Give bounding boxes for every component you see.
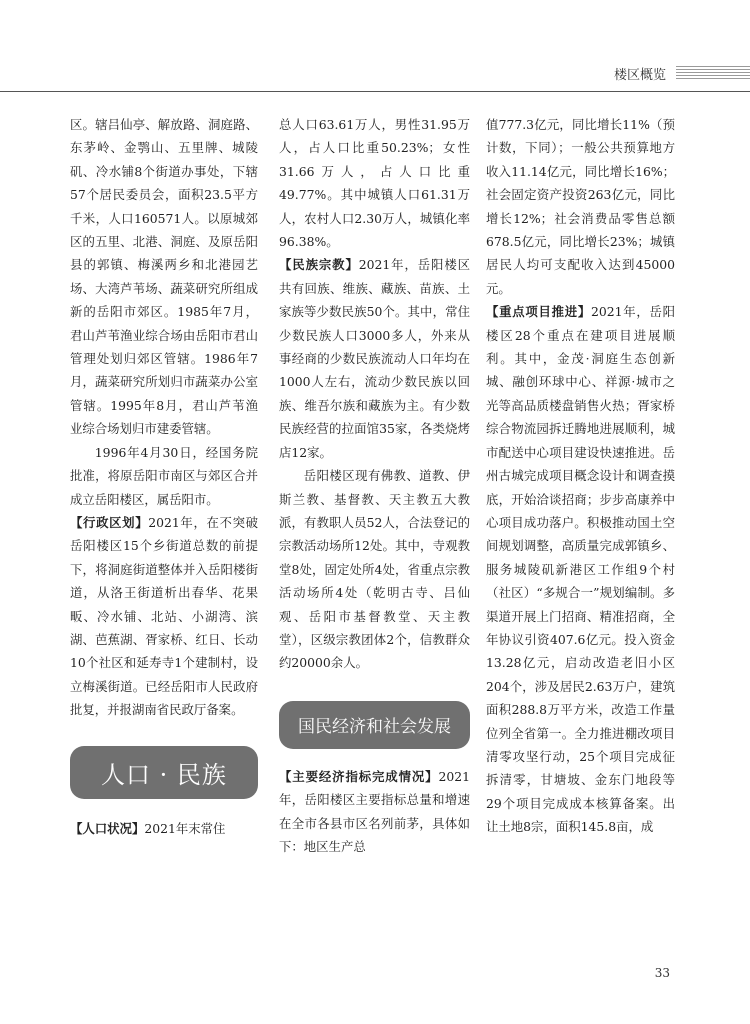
heading-population: 【人口状况】 — [70, 820, 145, 836]
paragraph-merger: 1996年4月30日，经国务院批准，将原岳阳市南区与郊区合并成立岳阳楼区，属岳阳市。 — [70, 444, 258, 507]
admin-division-text: 2021年，在不突破岳阳楼区15个乡街道总数的前提下，将洞庭街道整体并入岳阳楼街道，从洛王街道析出春华、花果畈、冷水铺、北站、小湖湾、滨湖、芭蕉湖、胥家桥、红日、长动10个社区和延寿寺1个建制村，设立梅溪街道。已经岳阳市人民政府批复，并报湖南省民政厅备案。 — [70, 514, 258, 718]
column-left — [70, 113, 258, 840]
key-projects-text: 2021年，岳阳楼区28个重点在建项目进展顺利。其中，金茂·洞庭生态创新城、融创环球中心、祥源·城市之光等高品质楼盘销售火热；胥家桥综合物流园拆迁腾地进展顺利，城市配送中心项目建设快速推进。岳州古城完成项目概念设计和调查摸底，开始洽谈招商；步步高康养中心项目成功落户。积极推动国土空间规划调整，高质量完成郭镇乡、服务城陵矶新港区工作组9个村（社区）“多规合一”规划编制。多渠道开展上门招商、精准招商，全年协议引资407.6亿元。投入资金13.28亿元，启动改造老旧小区204个，涉及居民2.63万户，建筑面积288.8万平方米，改造工作量位列全省第一。全力推进棚改项目清零攻坚行动，25个项目完成征拆清零，甘塘坡、金东门地段等29个项目完成成本核算备案。出让土地8宗，面积145.8亩，成 — [486, 304, 675, 835]
heading-key-projects: 【重点项目推进】 — [486, 304, 591, 320]
paragraph-history-continued: 区。辖吕仙亭、解放路、洞庭路、东茅岭、金鹗山、五里牌、城陵矶、冷水铺8个街道办事处，下辖57个居民委员会，面积23.5平方千米，人口160571人。以原城郊区的五里、北港、洞庭、及原岳阳县的郭镇、梅溪两乡和北港园艺场、大湾芦苇场、蔬菜研究所组成新的岳阳市郊区。1985年7月，君山芦苇渔业综合场由岳阳市君山管理处划归郊区管辖。1986年7月，蔬菜研究所划归市蔬菜办公室管辖。1995年8月，君山芦苇渔业综合场划归市建委管辖。 — [70, 117, 258, 437]
page-number: 33 — [654, 966, 670, 980]
economic-indicators-text: 2021年，岳阳楼区主要指标总量和增速在全市各县市区名列前茅，具体如下：地区生产总 — [279, 768, 470, 854]
section-banner-population: 人口 · 民族 — [70, 746, 258, 799]
paragraph-economic-indicators — [279, 765, 470, 859]
heading-economic-indicators: 【主要经济指标完成情况】 — [279, 768, 439, 784]
paragraph-admin-division — [70, 511, 258, 722]
column-middle — [279, 113, 470, 858]
ethnic-religion-text: 2021年，岳阳楼区共有回族、维族、藏族、苗族、土家族等少数民族50个。其中，常住少数民族人口3000多人，外来从事经商的少数民族流动人口年均在1000人左右，流动少数民族以回族、维吾尔族和藏族为主。有少数民族经营的拉面馆35家，各类烧烤店12家。 — [279, 257, 470, 460]
header-divider — [0, 91, 750, 92]
heading-ethnic-religion: 【民族宗教】 — [279, 257, 359, 273]
column-right — [486, 113, 675, 839]
heading-admin-division: 【行政区划】 — [70, 514, 149, 530]
section-title: 楼区概览 — [613, 68, 666, 83]
paragraph-key-projects — [486, 300, 675, 838]
paragraph-religion: 岳阳楼区现有佛教、道教、伊斯兰教、基督教、天主教五大教派，有教职人员52人，合法登记的宗教活动场所12处。其中，寺观教堂8处，固定处所4处，省重点宗教活动场所4处（乾明古寺、吕仙观、岳阳市基督教堂、天主教堂），区级宗教团体2个，信教群众约20000余人。 — [279, 468, 470, 671]
paragraph-indicators-continued: 值777.3亿元，同比增长11%（预计数，下同）；一般公共预算地方收入11.14亿元，同比增长16%；社会固定资产投资263亿元，同比增长12%；社会消费品零售总额678.5亿元，同比增长23%；城镇居民人均可支配收入达到45000元。 — [486, 117, 675, 296]
paragraph-population — [70, 817, 258, 840]
paragraph-ethnic-religion — [279, 253, 470, 464]
header-decoration-lines — [676, 66, 750, 79]
section-banner-economy: 国民经济和社会发展 — [279, 701, 470, 749]
paragraph-population-continued: 总人口63.61万人，男性31.95万人，占人口比重50.23%；女性31.66万人，占人口比重49.77%。其中城镇人口61.31万人，农村人口2.30万人，城镇化率96.38%。 — [279, 117, 470, 250]
population-text: 2021年末常住 — [144, 820, 226, 836]
